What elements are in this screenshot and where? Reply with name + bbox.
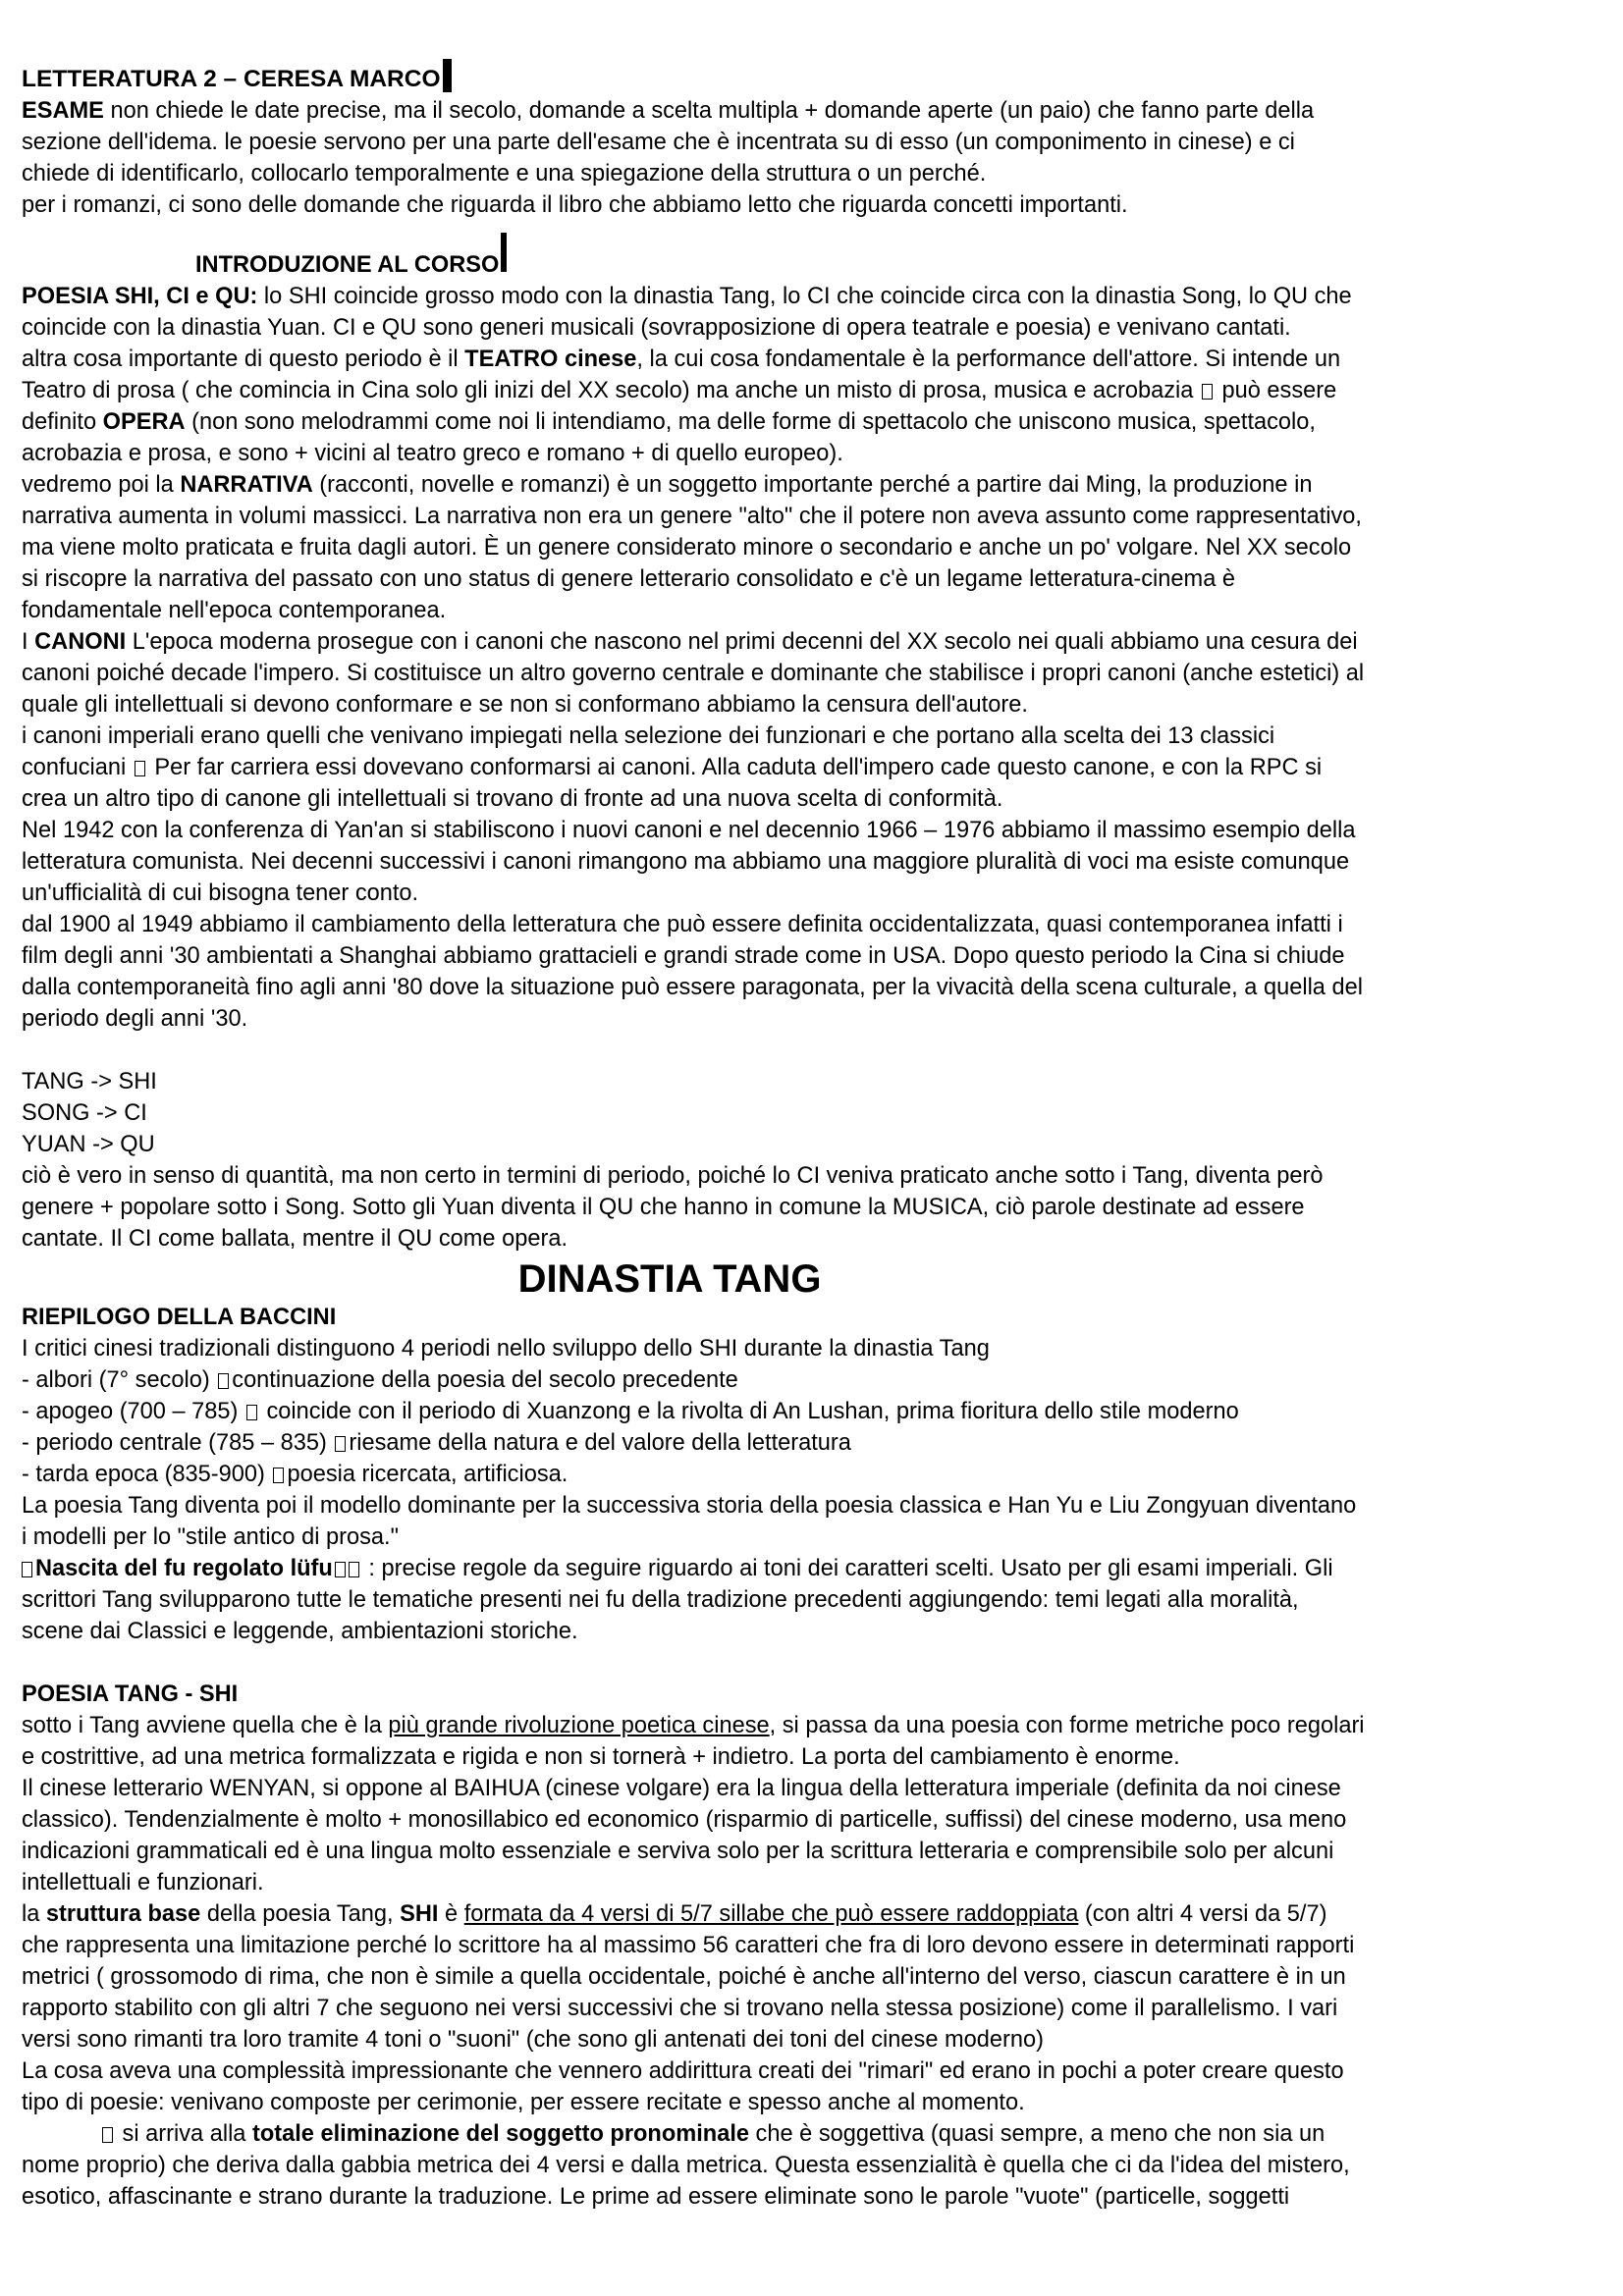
intro-heading: INTRODUZIONE AL CORSO: [22, 233, 1602, 281]
missing-glyph-icon: [246, 1405, 257, 1420]
period-item: - periodo centrale (785 – 835) riesame della natura e del valore della letteratura: [22, 1430, 851, 1456]
missing-glyph-icon: [22, 1562, 32, 1577]
period-item: - tarda epoca (835-900) poesia ricercata, artificiosa.: [22, 1462, 568, 1487]
period-item: - apogeo (700 – 785) coincide con il periodo di Xuanzong e la rivolta di An Lushan, prima fioritura dello stile moderno: [22, 1399, 1239, 1424]
missing-glyph-icon: [1202, 384, 1213, 400]
exam-paragraph: ESAME non chiede le date precise, ma il secolo, domande a scelta multipla + domande aperte (un paio) che fanno parte della sezione dell'idema. le poesie servono per una parte dell'esame che è incentrata su di esso (un componimento in cinese) e ci chiede di identificarlo, collocarlo temporalmente e una spiegazione della struttura o un perché. per i romanzi, ci sono delle domande che riguarda il libro che abbiamo letto che riguarda concetti importanti.: [22, 98, 1315, 218]
mapping-item: TANG -> SHI: [22, 1069, 157, 1095]
document-page: [22, 55, 1602, 2213]
blank-line: [22, 1035, 1602, 1066]
missing-glyph-icon: [135, 761, 145, 776]
mapping-item: SONG -> CI: [22, 1100, 147, 1126]
missing-glyph-icon: [218, 1373, 229, 1389]
mapping-item: YUAN -> QU: [22, 1132, 155, 1157]
missing-glyph-icon: [102, 2127, 113, 2143]
canoni-paragraph: I CANONI L'epoca moderna prosegue con i canoni che nascono nel primi decenni del XX secolo nei quali abbiamo una cesura dei canoni poiché decade l'impero. Si costituisce un altro governo centrale e dominante che stabilisce i propri canoni (anche estetici) al quale gli intellettuali si devono conformare e se non si conformano abbiamo la censura dell'autore. i canoni imperiali erano quelli che venivano impiegati nella selezione dei funzionari e che portano alla scelta dei 13 classici confuciani Per far carriera essi dovevano conformarsi ai canoni. Alla caduta dell'impero cade questo canone, e con la RPC si crea un altro tipo di canone gli intellettuali si trovano di fronte ad una nuova scelta di conformità. Nel 1942 con la conferenza di Yan'an si stabiliscono i nuovi canoni e nel decennio 1966 – 1976 abbiamo il massimo esempio della letteratura comunista. Nei decenni successivi i canoni rimangono ma abbiamo una maggiore pluralità di voci ma esiste comunque un'ufficialità di cui bisogna tener conto. dal 1900 al 1949 abbiamo il cambiamento della letteratura che può essere definita occidentalizzata, quasi contemporanea infatti i film degli anni '30 ambientati a Shanghai abbiamo grattacieli e grandi strade come in USA. Dopo questo periodo la Cina si chiude dalla contemporaneità fino agli anni '80 dove la situazione può essere paragonata, per la vivacità della scena culturale, a quella del periodo degli anni '30.: [22, 629, 1365, 1032]
exam-label: ESAME: [22, 98, 104, 124]
dynasty-mapping: TANG -> SHI SONG -> CI YUAN -> QU ciò è vero in senso di quantità, ma non certo in termini di periodo, poiché lo CI veniva praticato anche sotto i Tang, diventa però genere + popolare sotto i Song. Sotto gli Yuan diventa il QU che hanno in comune la MUSICA, ciò parole destinate ad essere cantate. Il CI come ballata, mentre il QU come opera.: [22, 1066, 1602, 1255]
course-title-tail: O: [421, 66, 441, 92]
missing-glyph-icon: [273, 1468, 284, 1483]
cursor-mark-icon: [443, 59, 452, 92]
teatro-paragraph: altra cosa importante di questo periodo è il TEATRO cinese, la cui cosa fondamentale è la performance dell'attore. Si intende un Teatro di prosa ( che comincia in Cina solo gli inizi del XX secolo) ma anche un misto di prosa, musica e acrobazia può essere definito OPERA (non sono melodrammi come noi li intendiamo, ma delle forme di spettacolo che uniscono musica, spettacolo, acrobazia e prosa, e sono + vicini al teatro greco e romano + di quello europeo).: [22, 347, 1341, 466]
missing-glyph-icon: [349, 1562, 359, 1577]
cursor-mark-icon: [501, 233, 507, 272]
riepilogo-heading: RIEPILOGO DELLA BACCINI: [22, 1305, 337, 1330]
narrativa-paragraph: vedremo poi la NARRATIVA (racconti, novelle e romanzi) è un soggetto importante perché a partire dai Ming, la produzione in narrativa aumenta in volumi massicci. La narrativa non era un genere "alto" che il potere non aveva assunto come rappresentativo, ma viene molto praticata e fruita dagli autori. È un genere considerato minore o secondario e anche un po' volgare. Nel XX secolo si riscopre la narrativa del passato con uno status di genere letterario consolidato e c'è un legame letteratura-cinema è fondamentale nell'epoca contemporanea.: [22, 472, 1362, 623]
missing-glyph-icon: [335, 1436, 346, 1452]
poesia-tang-shi-heading: POESIA TANG - SHI: [22, 1682, 239, 1707]
course-title: LETTERATURA 2 – CERESA MARCO: [22, 59, 1602, 95]
dinastia-tang-heading: DINASTIA TANG: [517, 1257, 822, 1301]
shi-paragraph: sotto i Tang avviene quella che è la più grande rivoluzione poetica cinese, si passa da una poesia con forme metriche poco regolari e costrittive, ad una metrica formalizzata e rigida e non si tornerà + indietro. La porta del cambiamento è enorme. Il cinese letterario WENYAN, si oppone al BAIHUA (cinese volgare) era la lingua della letteratura imperiale (definita da noi cinese classico). Tendenzialmente è molto + monosillabico ed economico (risparmio di particelle, suffissi) del cinese moderno, usa meno indicazioni grammaticali ed è una lingua molto essenziale e serviva solo per la scrittura letteraria e comprensibile solo per alcuni intellettuali e funzionari. la struttura base della poesia Tang, SHI è formata da 4 versi di 5/7 sillabe che può essere raddoppiata (con altri 4 versi da 5/7) che rappresenta una limitazione perché lo scrittore ha al massimo 56 caratteri che fra di loro devono essere in determinati rapporti metrici ( grossomodo di rima, che non è simile a quella occidentale, poiché è anche all'interno del verso, ciascun carattere è in un rapporto stabilito con gli altri 7 che seguono nei versi successivi che si trovano nella stessa posizione) come il parallelismo. I vari versi sono rimanti tra loro tramite 4 toni o "suoni" (che sono gli antenati dei toni del cinese moderno) La cosa aveva una complessità impressionante che vennero addirittura creati dei "rimari" ed erano in pochi a poter creare questo tipo di poesie: venivano composte per cerimonie, per essere recitate e spesso anche al momento. si arriva alla totale eliminazione del soggetto pronominale che è soggettiva (quasi sempre, a meno che non sia un nome proprio) che deriva dalla gabbia metrica dei 4 versi e dalla metrica. Questa essenzialità è quella che ci da l'idea del mistero, esotico, affascinante e strano durante la traduzione. Le prime ad essere eliminate sono le parole "vuote" (particelle, soggetti: [22, 1713, 1365, 2210]
missing-glyph-icon: [335, 1562, 346, 1577]
riepilogo-paragraph: I critici cinesi tradizionali distinguono 4 periodi nello sviluppo dello SHI durante la dinastia Tang - albori (7° secolo) continuazione della poesia del secolo precedente - apogeo (700 – 785) coincide con il periodo di Xuanzong e la rivolta di An Lushan, prima fioritura dello stile moderno - periodo centrale (785 – 835) riesame della natura e del valore della letteratura - tarda epoca (835-900) poesia ricercata, artificiosa. La poesia Tang diventa poi il modello dominante per la successiva storia della poesia classica e Han Yu e Liu Zongyuan diventano i modelli per lo "stile antico di prosa." Nascita del fu regolato lüfu : precise regole da seguire riguardo ai toni dei caratteri scelti. Usato per gli esami imperiali. Gli scrittori Tang svilupparono tutte le tematiche presenti nei fu della tradizione precedenti aggiungendo: temi legati alla moralità, scene dai Classici e leggende, ambientazioni storiche.: [22, 1333, 1602, 1647]
period-item: - albori (7° secolo) continuazione della poesia del secolo precedente: [22, 1367, 738, 1393]
poesia-paragraph: POESIA SHI, CI e QU: lo SHI coincide grosso modo con la dinastia Tang, lo CI che coincide circa con la dinastia Song, lo QU che coincide con la dinastia Yuan. CI e QU sono generi musicali (sovrapposizione di opera teatrale e poesia) e venivano cantati.: [22, 284, 1352, 341]
blank-line: [22, 1647, 1602, 1679]
